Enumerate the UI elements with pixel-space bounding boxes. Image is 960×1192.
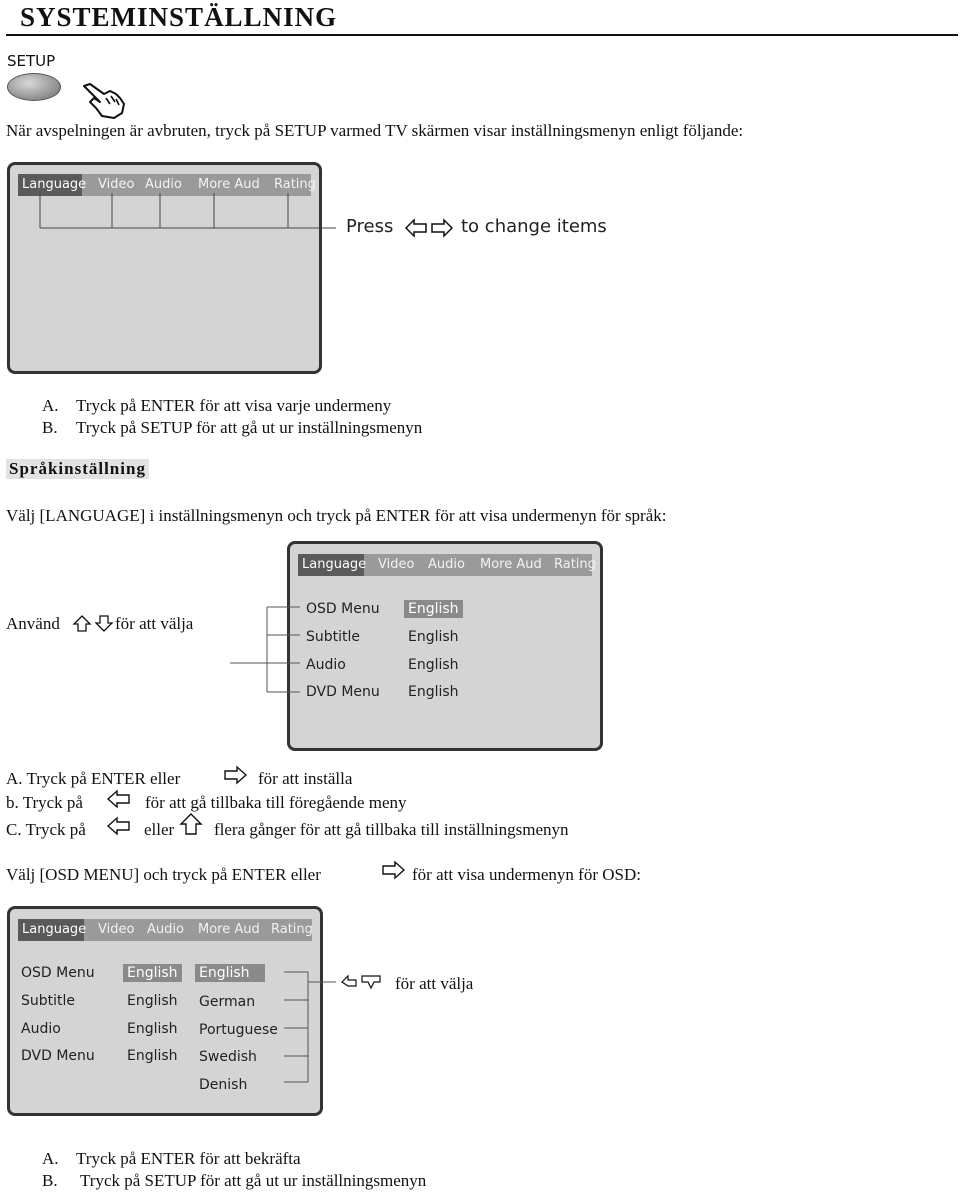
row-label: Audio — [306, 657, 346, 673]
osd-bracket-lines — [0, 960, 960, 1090]
osd-intro: Välj [OSD MENU] och tryck på ENTER eller — [6, 865, 321, 884]
tab-rating: Rating — [271, 922, 313, 937]
language-intro: Välj [LANGUAGE] i inställningsmenyn och tryck på ENTER för att visa undermenyn för språk: — [6, 506, 667, 525]
row-value: English — [127, 993, 178, 1009]
list3-item-a — [42, 1149, 301, 1169]
change-items-text: to change items — [461, 216, 607, 237]
left-right-arrow-icons — [404, 216, 454, 240]
section-heading: Språkinställning — [6, 459, 149, 479]
page-title: SYSTEMINSTÄLLNING — [20, 2, 338, 32]
use-label: Använd — [6, 614, 60, 633]
row-value: English — [408, 657, 459, 673]
list-marker: B. — [42, 1171, 58, 1190]
tab-rating: Rating — [554, 557, 596, 572]
tab-audio: Audio — [428, 557, 465, 572]
menu-connector-lines — [0, 0, 960, 380]
tab-audio: Audio — [145, 177, 182, 192]
list2-item-b: b. Tryck på — [6, 793, 83, 812]
osd-option: Swedish — [199, 1049, 257, 1065]
bracket-lines — [0, 580, 960, 720]
list-marker: B. — [42, 418, 58, 437]
tab-video: Video — [98, 177, 135, 192]
osd-intro-end: för att visa undermenyn för OSD: — [412, 865, 641, 884]
list2-item-b-end: för att gå tillbaka till föregående meny — [145, 793, 407, 812]
row-value: English — [127, 1048, 178, 1064]
tab-audio: Audio — [147, 922, 184, 937]
row-value-selected: English — [404, 600, 463, 618]
row-value: English — [408, 684, 459, 700]
row-value-selected: English — [123, 964, 182, 982]
row-label: Subtitle — [21, 993, 76, 1009]
list2-item-a-end: för att inställa — [258, 769, 353, 788]
row-value: English — [127, 1021, 178, 1037]
row-label: DVD Menu — [21, 1048, 95, 1064]
left-arrow-icon — [106, 788, 132, 810]
list3-item-b — [42, 1171, 427, 1191]
row-label: Subtitle — [306, 629, 361, 645]
tab-rating: Rating — [274, 177, 316, 192]
tab-more-aud: More Aud — [198, 177, 260, 192]
row-value: English — [408, 629, 459, 645]
select-label: för att välja — [115, 614, 194, 633]
tab-video: Video — [98, 922, 135, 937]
right-arrow-icon — [222, 764, 248, 786]
left-arrow-icon — [106, 815, 132, 837]
osd-option: German — [199, 994, 256, 1010]
menu-bar — [18, 919, 312, 941]
row-label: OSD Menu — [21, 965, 95, 981]
list1-item-b — [42, 418, 423, 438]
osd-option-selected: English — [195, 964, 265, 982]
up-arrow-icon — [179, 812, 203, 836]
up-down-arrow-icons — [340, 972, 384, 994]
up-down-arrow-icons — [72, 614, 116, 634]
row-label: OSD Menu — [306, 601, 380, 617]
select-label: för att välja — [395, 974, 474, 993]
list2-item-c: C. Tryck på — [6, 820, 86, 839]
list-text: Tryck på ENTER för att visa varje undermeny — [76, 396, 392, 415]
tab-language: Language — [18, 919, 84, 941]
tab-language: Language — [18, 174, 82, 196]
tab-more-aud: More Aud — [480, 557, 542, 572]
list-marker: A. — [42, 396, 59, 415]
tab-more-aud: More Aud — [198, 922, 260, 937]
row-label: DVD Menu — [306, 684, 380, 700]
tab-video: Video — [378, 557, 415, 572]
list-text: Tryck på SETUP för att gå ut ur inställningsmenyn — [80, 1171, 427, 1190]
press-text: Press — [346, 216, 394, 237]
menu-bar — [298, 554, 596, 576]
list-marker: A. — [42, 1149, 59, 1168]
setup-label: SETUP — [7, 52, 56, 70]
list2-item-a: A. Tryck på ENTER eller — [6, 769, 181, 788]
list-text: Tryck på SETUP för att gå ut ur inställningsmenyn — [76, 418, 423, 437]
list-text: Tryck på ENTER för att bekräfta — [76, 1149, 301, 1168]
list2-item-c-end: flera gånger för att gå tillbaka till inställningsmenyn — [214, 820, 569, 839]
tab-language: Language — [298, 554, 364, 576]
osd-option: Portuguese — [199, 1022, 278, 1038]
intro-text: När avspelningen är avbruten, tryck på SETUP varmed TV skärmen visar inställningsmenyn enligt följande: — [6, 121, 744, 140]
right-arrow-icon — [380, 859, 406, 881]
osd-option: Denish — [199, 1077, 248, 1093]
list1-item-a — [42, 396, 392, 416]
row-label: Audio — [21, 1021, 61, 1037]
list2-item-c-or: eller — [144, 820, 175, 839]
